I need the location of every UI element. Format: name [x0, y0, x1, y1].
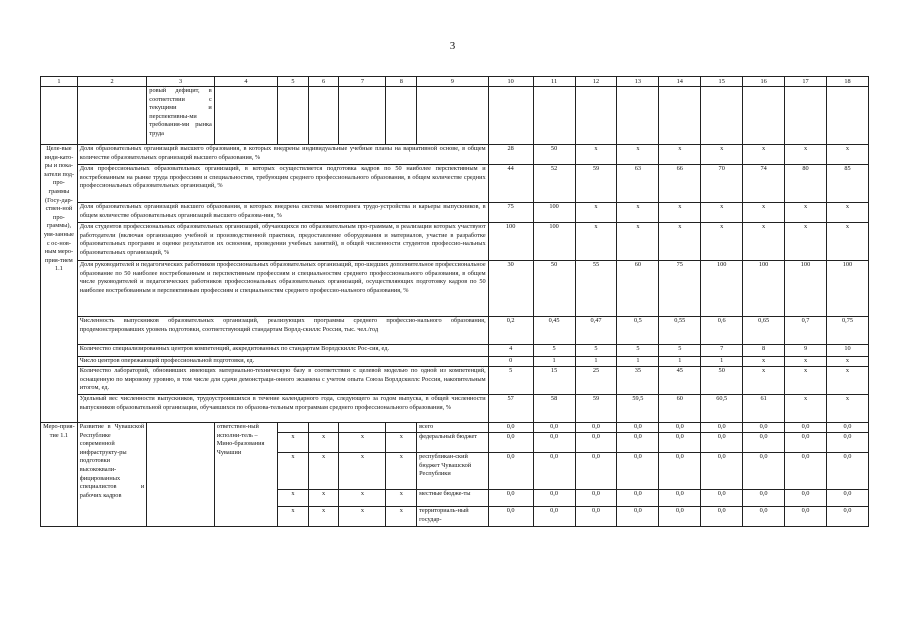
indicator-value: 50 [533, 145, 575, 165]
funding-value: 0,0 [785, 490, 827, 507]
indicator-value: х [575, 203, 617, 223]
funding-value: 0,0 [659, 433, 701, 453]
indicator-value: х [785, 145, 827, 165]
indicator-value: х [743, 223, 785, 261]
indicator-value: х [575, 223, 617, 261]
indicator-row [41, 261, 869, 317]
indicator-value: 7 [701, 345, 743, 357]
table-cell [386, 87, 417, 145]
indicator-value: 45 [659, 367, 701, 395]
column-number: 1 [41, 77, 78, 87]
indicator-row [41, 317, 869, 345]
indicator-value: 0,7 [785, 317, 827, 345]
funding-value: 0,0 [617, 490, 659, 507]
funding-value: 0,0 [701, 507, 743, 527]
funding-value: 0,0 [826, 490, 868, 507]
table-cell [417, 87, 489, 145]
indicator-value: 50 [701, 367, 743, 395]
event-name: Развитие в Чувашской Республике современной инфраструкту-ры подготовки высококвали-фицированных специалистов и рабочих кадров [77, 423, 147, 527]
event-label: Меро-прия-тие 1.1 [41, 423, 78, 527]
indicator-value: 57 [488, 395, 533, 423]
indicator-value: 4 [488, 345, 533, 357]
indicator-value: 0,47 [575, 317, 617, 345]
column-number: 7 [339, 77, 386, 87]
indicator-value: х [826, 395, 868, 423]
indicator-value: х [743, 203, 785, 223]
indicator-row [41, 357, 869, 367]
table-cell [41, 87, 78, 145]
funding-value: 0,0 [659, 453, 701, 490]
budget-code [339, 423, 386, 433]
indicator-value: х [659, 145, 701, 165]
funding-value: 0,0 [488, 453, 533, 490]
indicator-value: х [617, 203, 659, 223]
indicator-value: х [575, 145, 617, 165]
indicator-value: х [743, 367, 785, 395]
indicator-value: 25 [575, 367, 617, 395]
funding-source: территориаль-ный государ- [417, 507, 489, 527]
indicator-value: х [785, 395, 827, 423]
table-cell [617, 87, 659, 145]
funding-value: 0,0 [826, 433, 868, 453]
indicator-value: 1 [659, 357, 701, 367]
funding-value: 0,0 [575, 453, 617, 490]
indicator-value: х [826, 145, 868, 165]
program-table [40, 76, 869, 527]
funding-value: 0,0 [488, 433, 533, 453]
indicator-value: 100 [701, 261, 743, 317]
funding-source: республикан-ский бюджет Чувашской Республики [417, 453, 489, 490]
funding-value: 0,0 [701, 490, 743, 507]
indicator-name: Количество лабораторий, обновивших имеющих материально-техническую базу в соответствии с целевой моделью по одной из компетенций, оснащенную по мировому уровню, в том числе для сдачи демонстраци-онного экзамена с учетом опыта Союза Ворлдскиллс Россия, накопительным итогом, ед. [77, 367, 488, 395]
budget-code: х [339, 433, 386, 453]
indicator-value: х [659, 223, 701, 261]
budget-code: х [339, 453, 386, 490]
funding-value: 0,0 [575, 433, 617, 453]
table-cell [339, 87, 386, 145]
budget-code [386, 423, 417, 433]
indicator-value: 1 [533, 357, 575, 367]
budget-code [308, 423, 339, 433]
funding-value: 0,0 [533, 423, 575, 433]
indicator-value: 44 [488, 165, 533, 203]
indicator-value: 1 [575, 357, 617, 367]
funding-value: 0,0 [743, 433, 785, 453]
indicator-value: 74 [743, 165, 785, 203]
indicator-value: 60 [659, 395, 701, 423]
indicator-value: 100 [785, 261, 827, 317]
indicator-value: х [785, 203, 827, 223]
indicator-value: х [785, 223, 827, 261]
indicator-value: 5 [533, 345, 575, 357]
indicator-value: 5 [659, 345, 701, 357]
funding-value: 0,0 [701, 423, 743, 433]
funding-value: 0,0 [743, 423, 785, 433]
funding-value: 0,0 [785, 433, 827, 453]
table-cell [659, 87, 701, 145]
column-number: 13 [617, 77, 659, 87]
column-number: 18 [826, 77, 868, 87]
indicator-value: 80 [785, 165, 827, 203]
budget-code: х [278, 453, 309, 490]
indicator-value: х [785, 357, 827, 367]
indicator-value: 85 [826, 165, 868, 203]
column-number: 14 [659, 77, 701, 87]
indicator-value: 58 [533, 395, 575, 423]
indicator-value: х [659, 203, 701, 223]
indicator-value: 0,75 [826, 317, 868, 345]
column-number: 12 [575, 77, 617, 87]
funding-value: 0,0 [785, 507, 827, 527]
table-cell [533, 87, 575, 145]
indicator-value: 75 [659, 261, 701, 317]
indicator-value: 30 [488, 261, 533, 317]
indicator-value: 0,55 [659, 317, 701, 345]
indicator-row [41, 395, 869, 423]
funding-value: 0,0 [617, 433, 659, 453]
indicator-value: х [785, 367, 827, 395]
page-number: 3 [449, 40, 456, 52]
table-cell [77, 87, 147, 145]
budget-code: х [278, 490, 309, 507]
column-number: 9 [417, 77, 489, 87]
indicator-value: 28 [488, 145, 533, 165]
indicator-row [41, 223, 869, 261]
indicator-row [41, 367, 869, 395]
column-number: 8 [386, 77, 417, 87]
column-number: 6 [308, 77, 339, 87]
budget-code: х [386, 453, 417, 490]
column-number: 4 [214, 77, 277, 87]
funding-value: 0,0 [826, 507, 868, 527]
indicator-value: 5 [488, 367, 533, 395]
funding-value: 0,0 [659, 490, 701, 507]
column-number: 2 [77, 77, 147, 87]
funding-source: местные бюдже-ты [417, 490, 489, 507]
budget-code: х [308, 453, 339, 490]
indicator-value: х [826, 357, 868, 367]
indicator-name: Численность выпускников образовательных организаций, реализующих программы среднего профессио-нального образования, продемонстрировавших уровень подготовки, соответствующий стандартам Ворлд-скиллс Россия, тыс. чел./год [77, 317, 488, 345]
column-number: 15 [701, 77, 743, 87]
table-cell [308, 87, 339, 145]
indicator-name: Доля профессиональных образовательных организаций, в которых осуществляется подготовка кадров по 50 наиболее перспективным и востребованным на рынке труда профессиям и специальностям, требующим среднего профессионального образования, в общем количестве средних профессиональных образовательных организаций, % [77, 165, 488, 203]
indicator-value: 60 [617, 261, 659, 317]
indicator-value: х [743, 357, 785, 367]
event-executor: ответствен-ный исполни-тель – Мино-бразования Чувашии [214, 423, 277, 527]
indicator-name: Количество специализированных центров компетенций, аккредитованных по стандартам Ворлдскиллс Рос-сия, ед. [77, 345, 488, 357]
funding-value: 0,0 [743, 490, 785, 507]
column-number: 5 [278, 77, 309, 87]
indicator-value: х [826, 367, 868, 395]
funding-value: 0,0 [617, 423, 659, 433]
table-cell [575, 87, 617, 145]
indicator-value: 52 [533, 165, 575, 203]
budget-code: х [339, 507, 386, 527]
funding-value: 0,0 [533, 490, 575, 507]
column-number: 16 [743, 77, 785, 87]
indicator-value: 1 [617, 357, 659, 367]
table-row [41, 87, 869, 145]
indicator-name: Доля руководителей и педагогических работников профессиональных образовательных организаций, про-шедших дополнительное профессиональное образование по 50 наиболее востребованным и перспективным профессиям и специальностям среднего профессионального образования, в общем числе руководителей и педагогических работников профессиональных образовательных организаций, осуществляющих подготовку кадров по 50 наиболее востребованным и перспективным профессиям и специальностям среднего профессио-нального образования, % [77, 261, 488, 317]
table-cell [214, 87, 277, 145]
indicator-value: 15 [533, 367, 575, 395]
column-number: 3 [147, 77, 214, 87]
budget-code: х [278, 433, 309, 453]
funding-source: всего [417, 423, 489, 433]
budget-code: х [386, 433, 417, 453]
indicator-name: Удельный вес численности выпускников, трудоустроившихся в течение календарного года, следующего за годом выпуска, в общей численности выпускников образовательной организации, обучавшихся по образова-тельным программам среднего профессионального образования, % [77, 395, 488, 423]
funding-value: 0,0 [488, 423, 533, 433]
indicator-value: 63 [617, 165, 659, 203]
funding-value: 0,0 [488, 507, 533, 527]
indicator-value: 100 [743, 261, 785, 317]
indicator-name: Доля студентов профессиональных образовательных организаций, обучающихся по образовательным про-граммам, в реализации которых участвуют работодатели (включая организацию учебной и производственной практики, предоставление оборудования и материалов, участие в разработке образовательных программ и оценке результатов их освоения, проведении учебных занятий), в общей численности студентов профессио-нальных образовательных организаций, % [77, 223, 488, 261]
indicator-value: 0,2 [488, 317, 533, 345]
budget-code: х [339, 490, 386, 507]
indicator-value: 5 [617, 345, 659, 357]
indicator-value: 100 [488, 223, 533, 261]
indicator-value: 0 [488, 357, 533, 367]
indicator-value: х [826, 223, 868, 261]
table-cell [147, 423, 214, 527]
target-indicators-label: Целе-вые инди-като-ры и пока-затели под-про-граммы (Госу-дар-ствен-ной про-граммы), увя-занные с ос-нов-ным меро-прия-тием 1.1 [41, 145, 78, 423]
table-cell [488, 87, 533, 145]
funding-value: 0,0 [785, 423, 827, 433]
indicator-value: 61 [743, 395, 785, 423]
indicator-value: 59 [575, 395, 617, 423]
table-cell [826, 87, 868, 145]
indicator-name: Доля образовательных организаций высшего образования, в которых внедрена система мониторинга трудо-устройства и карьеры выпускников, в общем количестве образовательных организаций высшего образова-ния, % [77, 203, 488, 223]
indicator-value: 100 [533, 223, 575, 261]
funding-value: 0,0 [575, 507, 617, 527]
funding-value: 0,0 [533, 507, 575, 527]
funding-value: 0,0 [533, 453, 575, 490]
budget-code: х [308, 507, 339, 527]
indicator-value: 59,5 [617, 395, 659, 423]
budget-code: х [386, 490, 417, 507]
funding-value: 0,0 [488, 490, 533, 507]
column-number: 11 [533, 77, 575, 87]
indicator-value: 1 [701, 357, 743, 367]
indicator-value: 59 [575, 165, 617, 203]
indicator-value: 75 [488, 203, 533, 223]
event-row [41, 423, 869, 433]
funding-value: 0,0 [826, 423, 868, 433]
indicator-value: х [701, 223, 743, 261]
funding-value: 0,0 [826, 453, 868, 490]
indicator-value: х [617, 145, 659, 165]
funding-source: федеральный бюджет [417, 433, 489, 453]
table-cell [785, 87, 827, 145]
funding-value: 0,0 [701, 433, 743, 453]
indicator-value: 55 [575, 261, 617, 317]
funding-value: 0,0 [659, 423, 701, 433]
indicator-value: 50 [533, 261, 575, 317]
funding-value: 0,0 [743, 507, 785, 527]
budget-code: х [386, 507, 417, 527]
indicator-value: 8 [743, 345, 785, 357]
indicator-value: 100 [533, 203, 575, 223]
budget-code: х [308, 490, 339, 507]
budget-code [278, 423, 309, 433]
indicator-value: 0,5 [617, 317, 659, 345]
indicator-value: 70 [701, 165, 743, 203]
indicator-value: 0,45 [533, 317, 575, 345]
indicator-row [41, 165, 869, 203]
indicator-value: 35 [617, 367, 659, 395]
indicator-value: 10 [826, 345, 868, 357]
funding-value: 0,0 [617, 507, 659, 527]
indicator-value: х [617, 223, 659, 261]
table-cell [278, 87, 309, 145]
indicator-value: х [826, 203, 868, 223]
indicator-value: 9 [785, 345, 827, 357]
indicator-value: 100 [826, 261, 868, 317]
column-number: 10 [488, 77, 533, 87]
table-cell [743, 87, 785, 145]
goal-text-cell: ровый дефицит, в соответствии с текущими и перспективны-ми требования-ми рынка труда [147, 87, 214, 145]
funding-value: 0,0 [533, 433, 575, 453]
indicator-value: х [743, 145, 785, 165]
indicator-value: 0,6 [701, 317, 743, 345]
indicator-name: Доля образовательных организаций высшего образования, в которых внедрены индивидуальные учебные планы на вариативной основе, в общем количестве образовательных организаций высшего образования, % [77, 145, 488, 165]
budget-code: х [278, 507, 309, 527]
indicator-row [41, 203, 869, 223]
indicator-value: 0,65 [743, 317, 785, 345]
indicator-value: х [701, 203, 743, 223]
funding-value: 0,0 [785, 453, 827, 490]
indicator-row [41, 145, 869, 165]
funding-value: 0,0 [575, 423, 617, 433]
funding-value: 0,0 [617, 453, 659, 490]
funding-value: 0,0 [659, 507, 701, 527]
indicator-name: Число центров опережающей профессиональной подготовки, ед. [77, 357, 488, 367]
header-row [41, 77, 869, 87]
indicator-value: 66 [659, 165, 701, 203]
funding-value: 0,0 [701, 453, 743, 490]
indicator-value: х [701, 145, 743, 165]
funding-value: 0,0 [575, 490, 617, 507]
column-number: 17 [785, 77, 827, 87]
indicator-value: 60,5 [701, 395, 743, 423]
indicator-value: 5 [575, 345, 617, 357]
budget-code: х [308, 433, 339, 453]
indicator-row [41, 345, 869, 357]
funding-value: 0,0 [743, 453, 785, 490]
table-cell [701, 87, 743, 145]
